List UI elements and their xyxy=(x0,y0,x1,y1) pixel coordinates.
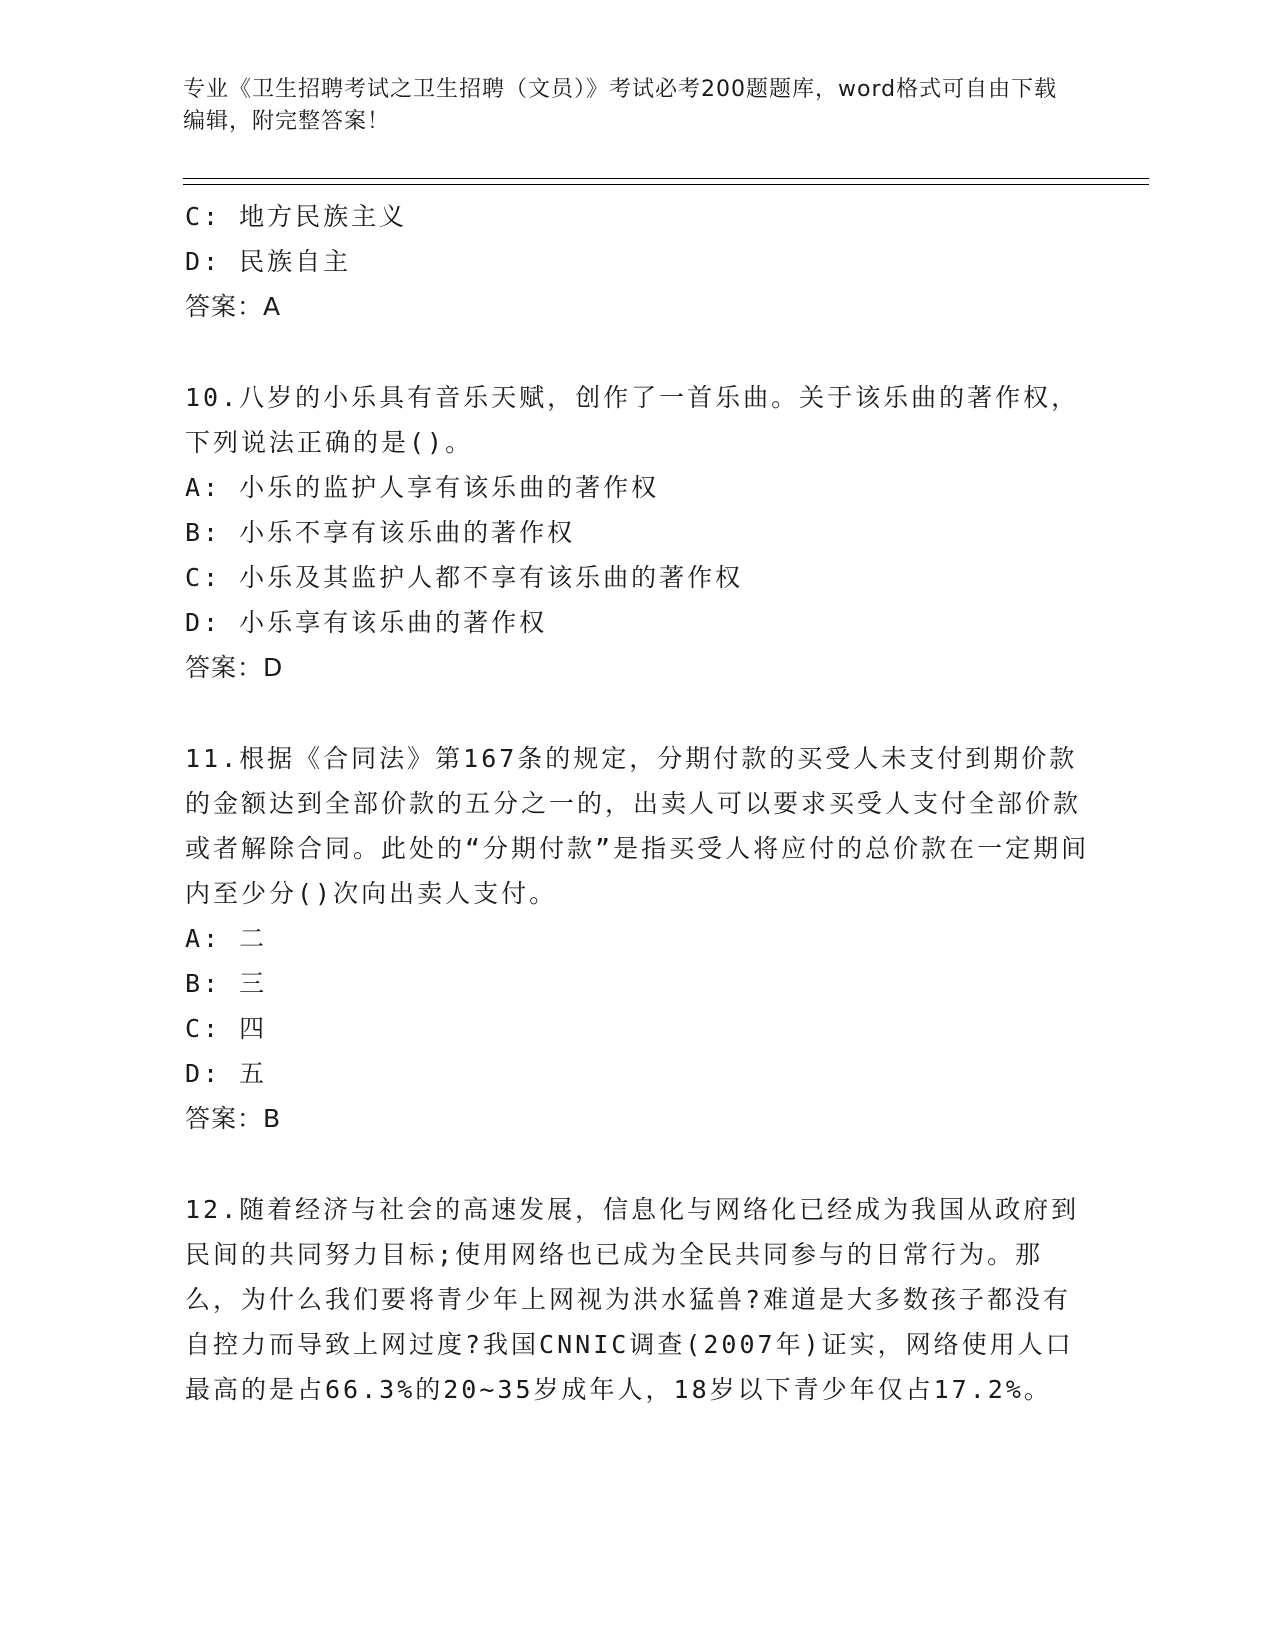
question-stem: 10.八岁的小乐具有音乐天赋，创作了一首乐曲。关于该乐曲的著作权，下列说法正确的是()。 xyxy=(185,383,1080,457)
answer-line: 答案：D xyxy=(185,653,284,682)
question-stem: 11.根据《合同法》第167条的规定，分期付款的买受人未支付到期价款的金额达到全部价款的五分之一的，出卖人可以要求买受人支付全部价款或者解除合同。此处的“分期付款”是指买受人将应付的总价款在一定期间内至少分()次向出卖人支付。 xyxy=(185,744,1090,908)
option-b: B: 三 xyxy=(185,969,268,998)
option-c: C: 四 xyxy=(185,1014,268,1043)
option-a: A: 二 xyxy=(185,924,268,953)
answer-line: 答案：A xyxy=(185,292,282,321)
question-12 xyxy=(185,1187,1085,1412)
option-c: C: 地方民族主义 xyxy=(185,202,408,231)
header-divider-bottom xyxy=(183,184,1149,185)
question-list xyxy=(185,194,1090,1412)
header-title: 专业《卫生招聘考试之卫生招聘（文员）》考试必考200题题库，word格式可自由下载编辑，附完整答案！ xyxy=(183,77,1058,134)
question-stem: 12.随着经济与社会的高速发展，信息化与网络化已经成为我国从政府到民间的共同努力目标;使用网络也已成为全民共同参与的日常行为。那么，为什么我们要将青少年上网视为洪水猛兽?难道是大多数孩子都没有自控力而导致上网过度?我国CNNIC调查(2007年)证实，网络使用人口最高的是占66.3%的20~35岁成年人，18岁以下青少年仅占17.2%。 xyxy=(185,1195,1080,1404)
question-11 xyxy=(185,736,1090,1141)
option-c: C: 小乐及其监护人都不享有该乐曲的著作权 xyxy=(185,563,744,592)
option-d: D: 小乐享有该乐曲的著作权 xyxy=(185,608,548,637)
option-b: B: 小乐不享有该乐曲的著作权 xyxy=(185,518,576,547)
option-a: A: 小乐的监护人享有该乐曲的著作权 xyxy=(185,473,660,502)
header-divider-top xyxy=(183,178,1149,179)
question-9-tail xyxy=(185,194,1085,329)
option-d: D: 五 xyxy=(185,1059,268,1088)
option-d: D: 民族自主 xyxy=(185,247,352,276)
question-10 xyxy=(185,375,1085,690)
answer-line: 答案：B xyxy=(185,1104,282,1133)
document-header xyxy=(183,74,1063,138)
